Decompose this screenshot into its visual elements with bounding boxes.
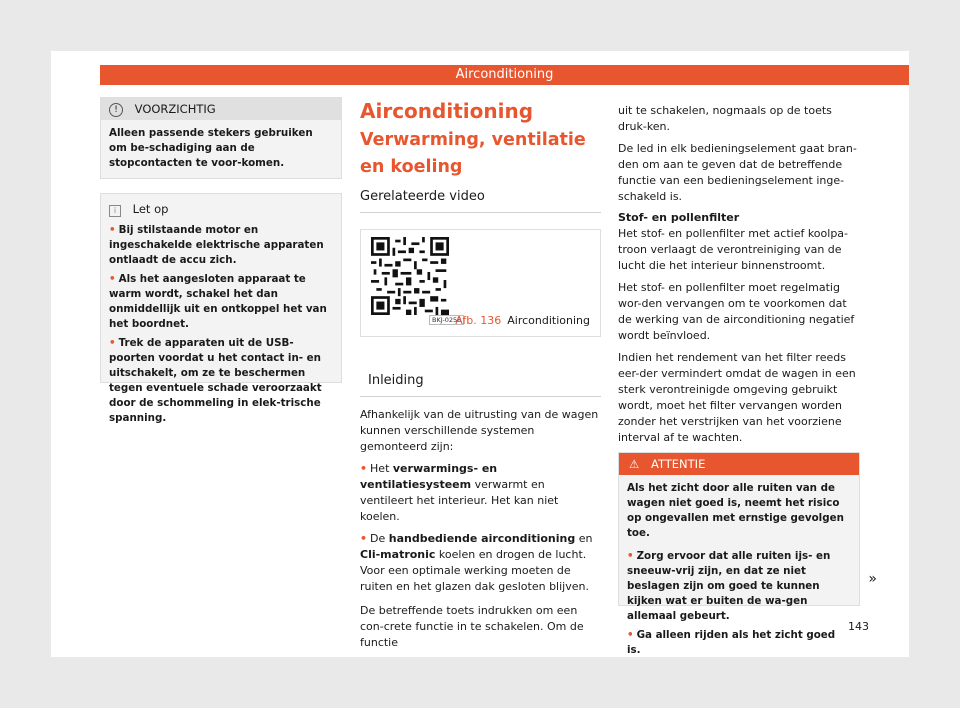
bullet-icon: • xyxy=(109,273,116,285)
caution-text: Alleen passende stekers gebruiken om be-schadiging aan de stopcontacten te voor-komen. xyxy=(109,127,313,169)
bullet-aircon: • De handbediende airconditioning en Cli-matronic koelen en drogen de lucht. Voor een optimale werking moeten de ruiten en het glazen dak gesloten blijven. xyxy=(360,532,593,593)
paragraph: De led in elk bedieningselement gaat bran-den om aan te geven dat de betreffende functie van een bedieningselement inge-schakeld is. xyxy=(618,142,857,203)
attention-header xyxy=(619,453,859,475)
filter-subtitle: Stof- en pollenfilter xyxy=(618,211,740,224)
figure-caption xyxy=(455,314,590,327)
paragraph: Het stof- en pollenfilter moet regelmatig wor-den vervangen om te voorkomen dat de werking van de airconditioning negatief wordt beïnvloed. xyxy=(618,281,855,342)
qr-code[interactable] xyxy=(371,237,449,315)
bullet-icon: • xyxy=(627,550,634,562)
figure-video xyxy=(360,229,601,337)
paragraph: Indien het rendement van het filter reeds eer-der vermindert omdat de wagen in een sterk verontreinigde omgeving gebruikt wordt, moet het filter vervangen worden zonder het verstrijken van het voorziene interval af te wachten. xyxy=(618,351,856,444)
attention-title: ATTENTIE xyxy=(650,457,706,471)
note-box xyxy=(100,193,342,424)
figure-caption-text: Airconditioning xyxy=(507,314,590,327)
attention-item: • Zorg ervoor dat alle ruiten ijs- en sneeuw-vrij zijn, en dat ze niet beslagen zijn om goed te kunnen kijken wat er buiten de wa-gen allemaal gebeurt. xyxy=(627,550,831,622)
page-number: 143 xyxy=(848,620,869,633)
warning-triangle-icon: ⚠ xyxy=(629,457,640,471)
caution-box xyxy=(100,97,342,179)
section-title: Verwarming, ventilatie en koeling xyxy=(360,130,586,177)
intro-paragraph: Afhankelijk van de uitrusting van de wagen kunnen verschillende systemen gemonteerd zijn: xyxy=(360,408,599,453)
continue-icon: » xyxy=(868,571,877,587)
bullet-icon: • xyxy=(109,337,116,349)
bullet-icon: • xyxy=(109,224,116,236)
chapter-header: Airconditioning xyxy=(100,65,909,85)
note-item: • Bij stilstaande motor en ingeschakelde elektrische apparaten ontlaadt de accu zich. xyxy=(109,224,324,266)
bullet-icon: • xyxy=(360,462,368,475)
figure-number: Afb. 136 xyxy=(455,314,502,327)
caution-title: VOORZICHTIG xyxy=(134,102,216,116)
paragraph: uit te schakelen, nogmaals op de toets druk-ken. xyxy=(618,104,832,133)
attention-text: Als het zicht door alle ruiten van de wagen niet goed is, neemt het risico op ongevallen met ernstige gevolgen toe. xyxy=(627,482,844,539)
info-circle-icon: ! xyxy=(109,103,123,117)
middle-column xyxy=(360,97,601,657)
paragraph: Het stof- en pollenfilter met actief koolpa-troon verlaagt de verontreiniging van de lucht die het interieur binnenstroomt. xyxy=(618,227,849,272)
bullet-icon: • xyxy=(627,629,634,641)
subsection-heading: Inleiding xyxy=(360,365,601,397)
note-item: • Trek de apparaten uit de USB-poorten voordat u het contact in- en uitschakelt, om ze te beschermen tegen eventuele schade veroorzaakt door de schommeling in elek-trische spanning. xyxy=(109,337,322,424)
note-item: • Als het aangesloten apparaat te warm wordt, schakel het dan onmiddellijk uit en ontkoppel het van het boordnet. xyxy=(109,273,327,330)
related-video-heading: Gerelateerde video xyxy=(360,189,601,213)
chapter-title: Airconditioning xyxy=(360,99,534,123)
info-square-icon: i xyxy=(109,205,121,217)
caution-header xyxy=(101,98,341,120)
paragraph: De betreffende toets indrukken om een con-crete functie in te schakelen. Om de functie xyxy=(360,604,584,649)
attention-item: • Ga alleen rijden als het zicht goed is. xyxy=(627,629,836,656)
left-column xyxy=(100,97,342,424)
note-header xyxy=(101,194,341,221)
figure-code: BKJ-0258 xyxy=(429,315,464,325)
bullet-heating: • Het verwarmings- en ventilatiesysteem verwarmt en ventileert het interieur. Het kan niet koelen. xyxy=(360,462,559,523)
bullet-icon: • xyxy=(360,532,368,545)
manual-page xyxy=(51,51,909,657)
note-title: Let op xyxy=(132,202,169,216)
